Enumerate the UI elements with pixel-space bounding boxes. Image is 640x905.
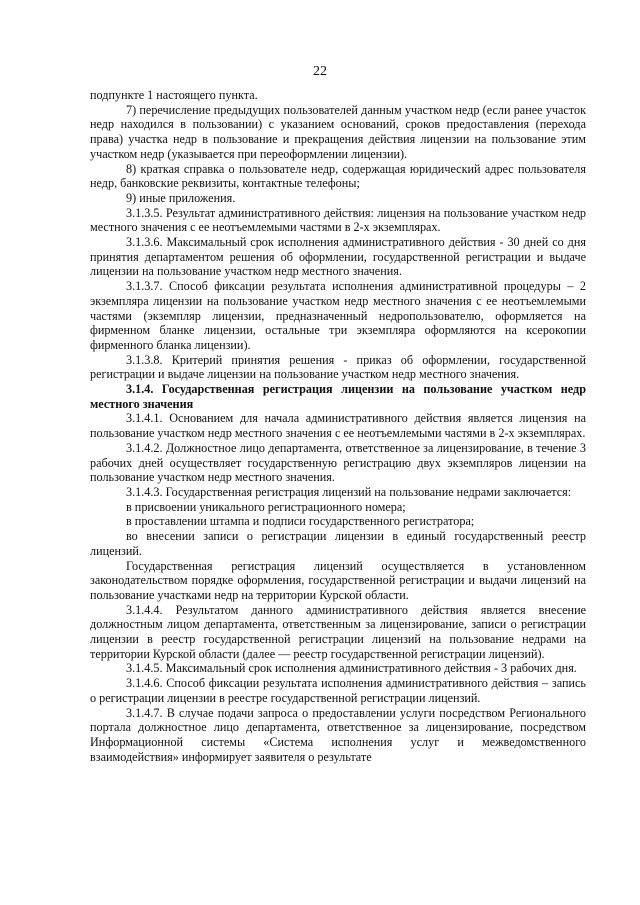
- page-number: 22: [313, 64, 327, 79]
- paragraph: 7) перечисление предыдущих пользователей данным участком недр (если ранее участок недр находился в пользовании) с указанием оснований, сроков предоставления (перехода права) участка недр в пользование и прекращения действия лицензии на пользование этим участком недр (указывается при переоформлении лицензии).: [90, 102, 586, 161]
- paragraph: Государственная регистрация лицензий осуществляется в установленном законодательством порядке оформления, государственной регистрации и выдачи лицензий на пользование участками недр на территории Курской области.: [90, 558, 586, 602]
- section-heading: 3.1.4. Государственная регистрация лицензии на пользование участком недр местного значения: [90, 382, 586, 411]
- paragraph: 3.1.4.4. Результатом данного административного действия является внесение должностным лицом департамента, ответственным за лицензирование, записи о регистрации лицензии в реестр государственной регистрации лицензий на пользование недрами на территории Курской области (далее — реестр государственной регистрации лицензий).: [90, 602, 586, 661]
- paragraph: в присвоении уникального регистрационного номера;: [126, 499, 406, 514]
- paragraph: 3.1.4.3. Государственная регистрация лицензий на пользование недрами заключается:: [126, 484, 572, 499]
- document-body: [90, 88, 586, 764]
- paragraph: 3.1.3.6. Максимальный срок исполнения административного действия - 30 дней со дня принятия департаментом решения об оформлении, государственной регистрации и выдаче лицензии на пользование участком недр местного значения.: [90, 235, 586, 279]
- paragraph: в проставлении штампа и подписи государственного регистратора;: [126, 514, 475, 529]
- paragraph: подпункте 1 настоящего пункта.: [90, 88, 258, 102]
- paragraph: 8) краткая справка о пользователе недр, содержащая юридический адрес пользователя недр, банковские реквизиты, контактные телефоны;: [90, 161, 586, 191]
- paragraph: 3.1.4.7. В случае подачи запроса о предоставлении услуги посредством Регионального портала должностное лицо департамента, ответственное за лицензирование, посредством Информационной системы «Система исполнения услуг и межведомственного взаимодействия» информирует заявителя о результате: [90, 705, 586, 764]
- paragraph: 3.1.4.2. Должностное лицо департамента, ответственное за лицензирование, в течение 3 рабочих дней осуществляет государственную регистрацию двух экземпляров лицензии на пользование участком недр местного значения.: [90, 440, 586, 485]
- paragraph: 3.1.4.6. Способ фиксации результата исполнения административного действия – запись о регистрации лицензии в реестре государственной регистрации лицензий.: [90, 676, 586, 705]
- paragraph: 3.1.3.8. Критерий принятия решения - приказ об оформлении, государственной регистрации и выдаче лицензии на пользование участком недр местного значения.: [90, 352, 586, 382]
- paragraph: 3.1.3.7. Способ фиксации результата исполнения административной процедуры – 2 экземпляра лицензии на пользование участком недр местного значения с ее неотъемлемыми частями (экземпляр лицензии, предназначенный недропользователю, оформляется на фирменном бланке лицензии, остальные три экземпляра оформляются на ксерокопии фирменного бланка лицензии).: [90, 279, 586, 352]
- paragraph: 3.1.3.5. Результат административного действия: лицензия на пользование участком недр местного значения с ее неотъемлемыми частями в 2-х экземплярах.: [90, 205, 586, 235]
- paragraph: во внесении записи о регистрации лицензии в единый государственный реестр лицензий.: [90, 529, 586, 558]
- paragraph: 9) иные приложения.: [126, 190, 236, 205]
- paragraph: 3.1.4.1. Основанием для начала административного действия является лицензия на пользование участком недр местного значения с ее неотъемлемыми частями в 2-х экземплярах.: [90, 411, 586, 441]
- paragraph: 3.1.4.5. Максимальный срок исполнения административного действия - 3 рабочих дня.: [126, 661, 577, 676]
